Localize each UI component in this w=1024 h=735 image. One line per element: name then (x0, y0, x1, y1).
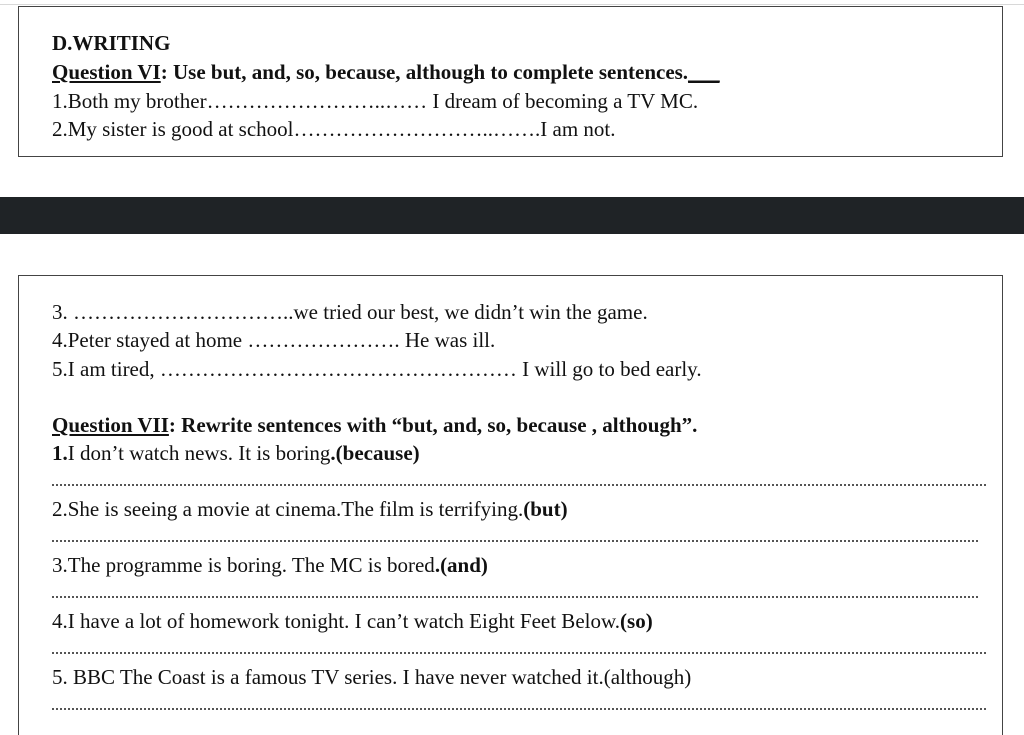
q7-item-4-hint: (so) (620, 609, 653, 633)
q7-item-1-num: 1. (52, 441, 68, 465)
q6-item-1-after: I dream of becoming a TV MC. (427, 89, 699, 113)
q7-item-5 (52, 664, 691, 690)
q7-item-3-text: The programme is boring. The MC is bored (67, 553, 435, 577)
q6-item-4-after: He was ill. (404, 328, 496, 352)
q7-item-4 (52, 608, 653, 634)
q6-item-1 (52, 88, 698, 114)
q6-item-5 (52, 356, 702, 382)
q7-item-3-hint: .(and) (434, 553, 488, 577)
q7-answer-line-2[interactable] (52, 540, 978, 542)
q6-item-1-blank[interactable]: ……………………..…… (206, 89, 428, 113)
q6-item-1-before: 1.Both my brother (52, 89, 207, 113)
q7-item-3-num: 3. (52, 553, 68, 577)
q7-answer-line-1[interactable] (52, 484, 986, 486)
q7-item-5-text: BBC The Coast is a famous TV series. I have never watched it. (73, 665, 604, 689)
q6-item-5-after: I will go to bed early. (522, 357, 702, 381)
q7-item-3 (52, 552, 488, 578)
q7-answer-line-5[interactable] (52, 708, 986, 710)
q6-item-5-blank[interactable]: …………………………………………… (159, 357, 523, 381)
q7-answer-line-3[interactable] (52, 596, 978, 598)
q6-item-5-before: 5.I am tired, (52, 357, 160, 381)
q7-item-2-hint: (but) (523, 497, 568, 521)
q7-item-4-num: 4. (52, 609, 68, 633)
q6-item-3 (52, 299, 648, 325)
question6-instruction: : Use but, and, so, because, although to complete sentences. (160, 60, 689, 84)
section-title: D.WRITING (52, 31, 171, 55)
page-break-band (0, 197, 1024, 234)
question6-heading (52, 59, 720, 85)
q6-item-2-blank[interactable]: ………………………..……. (293, 117, 541, 141)
q7-item-1-text: I don’t watch news. It is boring (67, 441, 331, 465)
question6-label: Question VI (52, 60, 161, 84)
question7-instruction: : Rewrite sentences with “but, and, so, because , although”. (168, 413, 698, 437)
q7-item-2-text: She is seeing a movie at cinema.The film is terrifying. (67, 497, 524, 521)
q7-item-5-num: 5. (52, 665, 73, 689)
q7-item-2 (52, 496, 568, 522)
question7-heading (52, 412, 697, 438)
q6-item-3-after: we tried our best, we didn’t win the game. (293, 300, 648, 324)
q6-item-4 (52, 327, 495, 353)
q6-item-2-after: I am not. (540, 117, 616, 141)
q7-item-1 (52, 440, 420, 466)
q6-item-3-before: 3. (52, 300, 73, 324)
q6-item-4-before: 4.Peter stayed at home (52, 328, 248, 352)
page-top-rule (0, 4, 1024, 5)
q6-item-3-blank[interactable]: ………………………….. (73, 300, 294, 324)
q7-item-1-hint: .(because) (330, 441, 420, 465)
q7-item-2-num: 2. (52, 497, 68, 521)
q6-item-2 (52, 116, 615, 142)
q7-item-5-hint: (although) (603, 665, 692, 689)
q6-item-4-blank[interactable]: …………………. (247, 328, 405, 352)
question7-label: Question VII (52, 413, 169, 437)
q6-item-2-before: 2.My sister is good at school (52, 117, 294, 141)
q7-answer-line-4[interactable] (52, 652, 986, 654)
q7-item-4-text: I have a lot of homework tonight. I can’t watch Eight Feet Below. (67, 609, 621, 633)
question6-trail: ___ (688, 60, 720, 84)
